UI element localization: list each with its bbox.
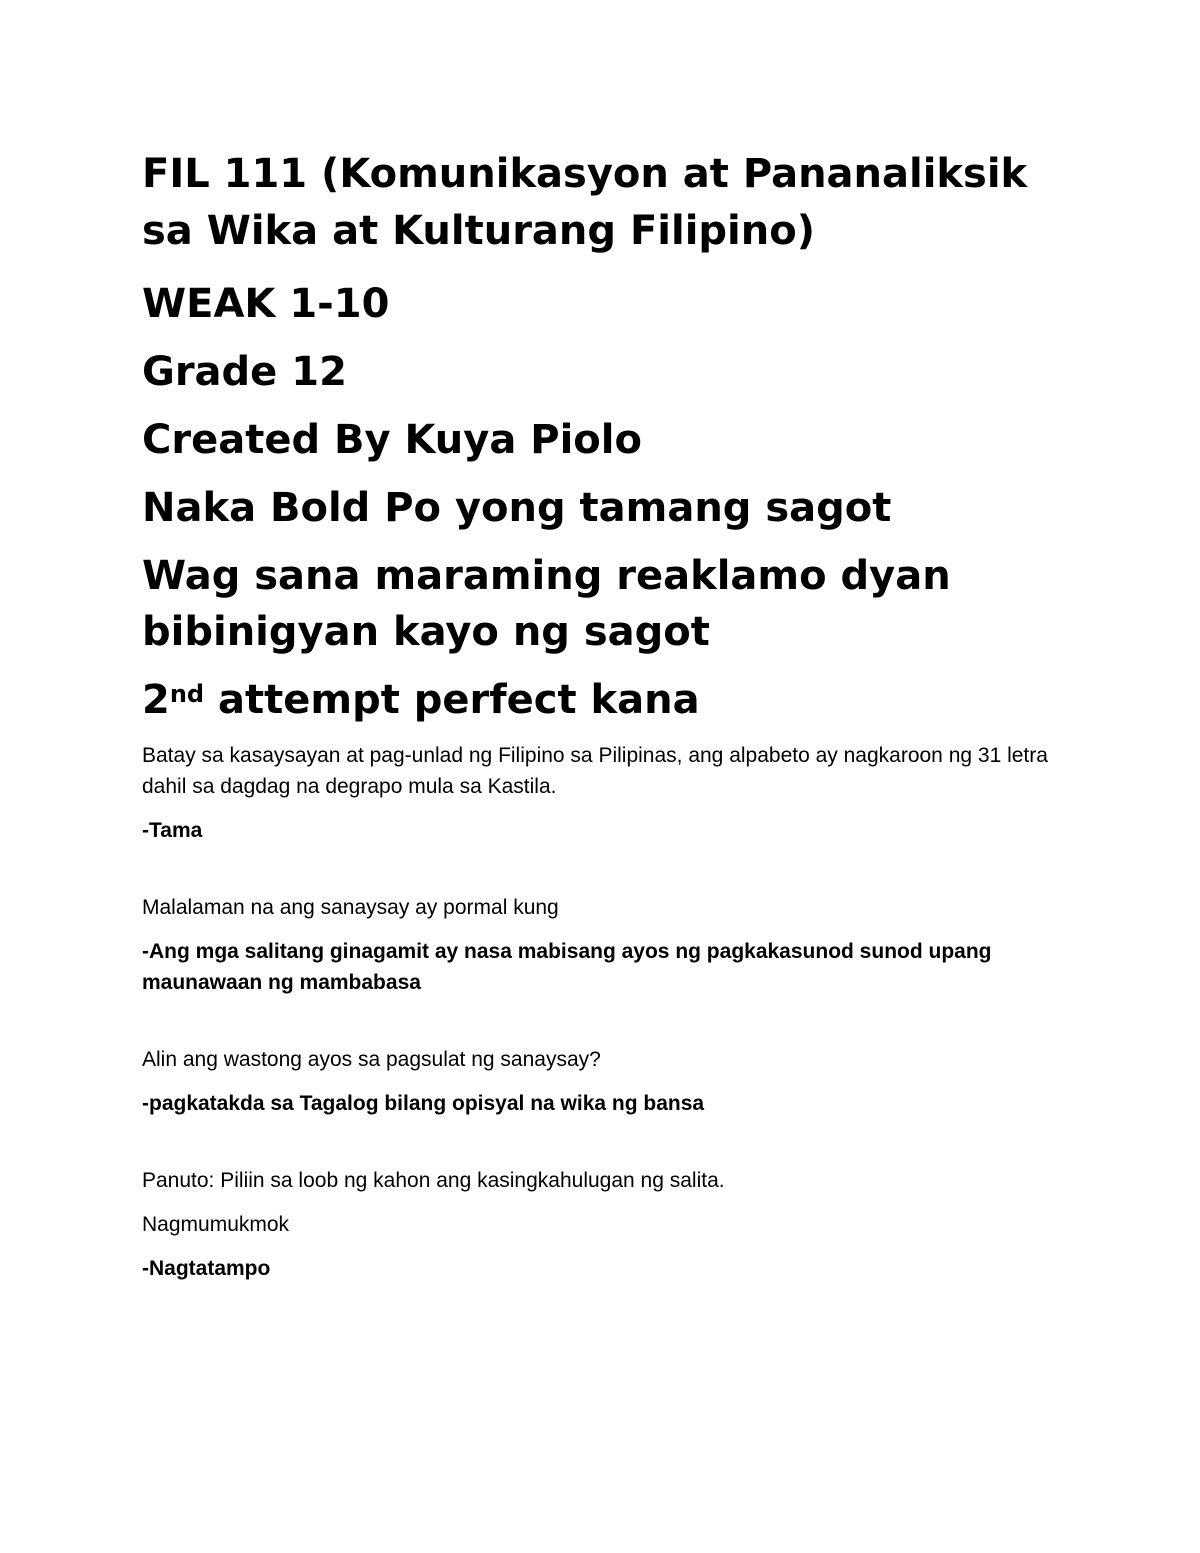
- subquestion-word: Nagmumukmok: [142, 1213, 290, 1236]
- answer-text: -pagkatakda sa Tagalog bilang opisyal na wika ng bansa: [142, 1092, 705, 1115]
- attempt-ordinal-number: 2: [142, 677, 170, 723]
- qa-item-3: [142, 1044, 1072, 1119]
- answer-text: -Nagtatampo: [142, 1257, 271, 1280]
- qa-item-2: [142, 892, 1072, 998]
- week-range: WEAK 1-10: [142, 281, 390, 327]
- qa-item-1: [142, 740, 1072, 846]
- question-text: Batay sa kasaysayan at pag-unlad ng Filipino sa Pilipinas, ang alpabeto ay nagkaroon ng 31 letra dahil sa dagdag na degrapo mula sa Kastila.: [142, 744, 1048, 798]
- attempt-note: [142, 672, 1072, 728]
- qa-item-4: [142, 1165, 1072, 1284]
- complaint-note: Wag sana maraming reaklamo dyan bibinigyan kayo ng sagot: [142, 553, 951, 655]
- document-title: FIL 111 (Komunikasyon at Pananaliksik sa Wika at Kulturang Filipino): [142, 151, 1028, 254]
- question-text: Panuto: Piliin sa loob ng kahon ang kasingkahulugan ng salita.: [142, 1169, 725, 1192]
- attempt-ordinal-suffix: nd: [169, 680, 205, 708]
- answer-text: -Tama: [142, 819, 203, 842]
- attempt-rest: attempt perfect kana: [204, 677, 700, 723]
- author-line: Created By Kuya Piolo: [142, 417, 642, 463]
- question-text: Malalaman na ang sanaysay ay pormal kung: [142, 896, 559, 919]
- question-text: Alin ang wastong ayos sa pagsulat ng sanaysay?: [142, 1048, 601, 1071]
- document-page: [142, 146, 1072, 1330]
- answer-text: -Ang mga salitang ginagamit ay nasa mabisang ayos ng pagkakasunod sunod upang maunawaan ng mambabasa: [142, 940, 992, 994]
- grade-level: Grade 12: [142, 349, 347, 395]
- bold-answer-note: Naka Bold Po yong tamang sagot: [142, 485, 892, 531]
